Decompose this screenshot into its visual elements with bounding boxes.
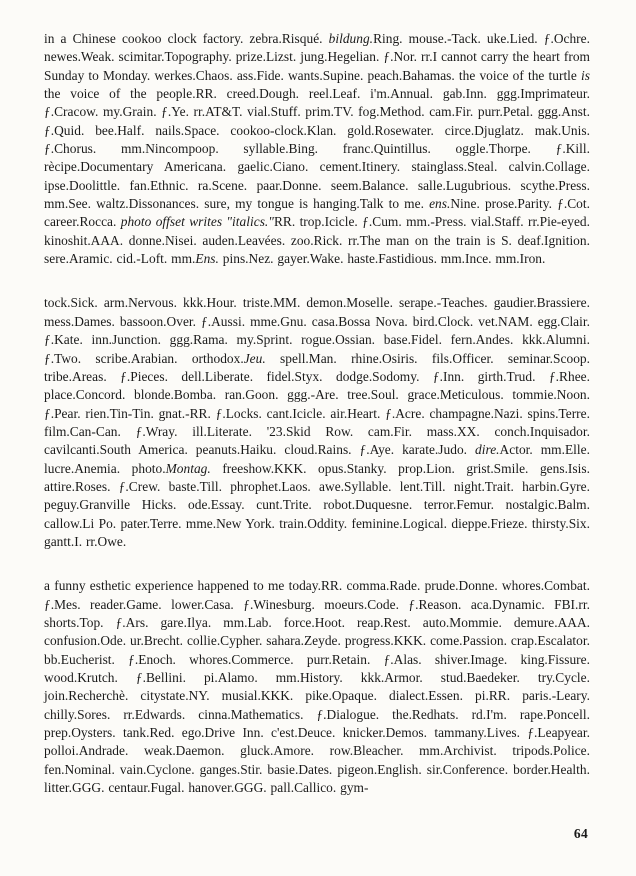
text-run: RR. trop.Icicle. ƒ.Cum. mm.-Press. vial.Staff. rr.Pie-eyed. kinoshit.AAA. donne.Nisei. auden.Leavées. zoo.Rick. rr.The man on the train is S. deaf.Ignition. sere.Aramic. cid.-Loft. mm.	[44, 214, 591, 267]
italic-run: photo offset writes "italics."	[120, 214, 274, 230]
text-run: tock.Sick. arm.Nervous. kkk.Hour. triste.MM. demon.Moselle. serape.-Teaches. gaudier.Brassiere. mess.Dames. bassoon.Over. ƒ.Aussi. mme.Gnu. casa.Bossa Nova. bird.Clock. vet.NAM. egg.Clair. ƒ.Kate. inn.Junction. ggg.Rama. my.Sprint. rogue.Ossian. base.Fidel. fern.Andes. kkk.Alumni. ƒ.Two. scribe.Arabian. orthodox.	[44, 295, 590, 366]
paragraph-3	[44, 577, 590, 797]
italic-run: dire.	[475, 442, 500, 458]
text-run: a funny esthetic experience happened to me today.RR. comma.Rade. prude.Donne. whores.Combat. ƒ.Mes. reader.Game. lower.Casa. ƒ.Winesburg. moeurs.Code. ƒ.Reason. aca.Dynamic. FBI.rr. shorts.Top. ƒ.Ars. gare.Ilya. mm.Lab. force.Hoot. reap.Rest. auto.Mommie. demure.AAA. confusion.Ode. ur.Brecht. collie.Cypher. sahara.Zeyde. progress.KKK. come.Passion. crap.Escalator. bb.Eucherist. ƒ.Enoch. whores.Commerce. purr.Retain. ƒ.Alas. shiver.Image. king.Fissure. wood.Krutch. ƒ.Bellini. pi.Alamo. mm.History. kkk.Armor. stud.Baedeker. try.Cycle. join.Recherchè. citystate.NY. musial.KKK. pike.Opaque. dialect.Essen. pi.RR. paris.-Leary. chilly.Sores. rr.Edwards. cinna.Mathematics. ƒ.Dialogue. the.Redhats. rd.I'm. rape.Poncell. prep.Oysters. tank.Red. ego.Drive Inn. c'est.Deuce. knicker.Demos. tammany.Lives. ƒ.Leapyear. polloi.Andrade. weak.Daemon. gluck.Amore. row.Bleacher. mm.Archivist. tripods.Police. fen.Nominal. vain.Cyclone. ganges.Stir. basie.Dates. pigeon.English. sir.Conference. border.Health. litter.GGG. centaur.Fugal. hanover.GGG. pall.Callico. gym-	[44, 578, 590, 796]
italic-run: ens.	[429, 196, 451, 212]
italic-run: bildung.	[328, 31, 374, 46]
text-run: the voice of the people.RR. creed.Dough. reel.Leaf. i'm.Annual. gab.Inn. ggg.Imprimateur. ƒ.Cracow. my.Grain. ƒ.Ye. rr.AT&T. vial.Stuff. prim.TV. fog.Method. cam.Fir. purr.Petal. ggg.Anst. ƒ.Quid. bee.Half. nails.Space. cookoo-clock.Klan. gold.Rosewater. circe.Djuglatz. mak.Unis. ƒ.Chorus. mm.Nincompoop. syllable.Bing. franc.Quintillus. oggle.Thorpe. ƒ.Kill. rècipe.Documentary Americana. gaelic.Ciano. cement.Itinery. stainglass.Steal. calvin.Collage. ipse.Doolittle. fan.Ethnic. ra.Scene. paar.Donne. seem.Balance. salle.Lugubrious. scythe.Press. mm.See. waltz.Dissonances. sure, my tongue is hanging.Talk to me.	[44, 86, 590, 212]
text-column	[44, 30, 590, 797]
text-run: spell.Man. rhine.Osiris. fils.Officer. seminar.Scoop. tribe.Areas. ƒ.Pieces. dell.Liberate. fidel.Styx. dodge.Sodomy. ƒ.Inn. girth.Trud. ƒ.Rhee. place.Concord. blonde.Bomba. ran.Goon. ggg.-Are. tree.Soul. grace.Meticulous. tommie.Noon. ƒ.Pear. rien.Tin-Tin. gnat.-RR. ƒ.Locks. cant.Icicle. air.Heart. ƒ.Acre. champagne.Nazi. spins.Terre. film.Can-Can. ƒ.Wray. ill.Literate. '23.Skid Row. cam.Fir. mass.XX. conch.Inquisador. cavilcanti.South America. peanuts.Haiku. cloud.Rains. ƒ.Aye. karate.Judo.	[44, 350, 590, 458]
text-run: freeshow.KKK. opus.Stanky. prop.Lion. grist.Smile. gens.Isis. attire.Roses. ƒ.Crew. baste.Till. phrophet.Laos. awe.Syllable. lent.Till. night.Trait. harbin.Gyre. peguy.Granville Hicks. ode.Essay. cunt.Trite. robot.Duquesne. terror.Femur. nostalgic.Balm. callow.Li Po. pater.Terre. mme.New York. train.Oddity. feminine.Logical. dieppe.Frieze. thirsty.Six. gantt.I. rr.Owe.	[44, 460, 590, 549]
text-run: Ring. mouse.-Tack. uke.Lied. ƒ.Ochre. newes.Weak. scimitar.Topography. prize.Lizst. jung.Hegelian. ƒ.Nor. rr.I cannot carry the heart from Sunday to Monday. werkes.Chaos. ass.Fide. wants.Supine. peach.Bahamas. the voice of the turtle	[44, 31, 590, 83]
italic-run: Montag.	[165, 460, 211, 476]
text-run: Nine. prose.Parity. ƒ.Cot. career.Rocca.	[44, 196, 590, 230]
text-run: pins.Nez. gayer.Wake. haste.Fastidious. mm.Ince. mm.Iron.	[218, 251, 546, 267]
page-number: 64	[573, 826, 588, 841]
text-run: Actor. mm.Elle. lucre.Anemia. photo.	[44, 442, 590, 476]
text-run: in a Chinese cookoo clock factory. zebra.Risqué.	[44, 31, 329, 46]
paragraph-1	[44, 30, 590, 268]
italic-run: Ens.	[195, 251, 219, 267]
paragraph-2	[44, 294, 590, 551]
italic-run: is	[581, 67, 590, 83]
italic-run: Jeu.	[243, 350, 266, 366]
